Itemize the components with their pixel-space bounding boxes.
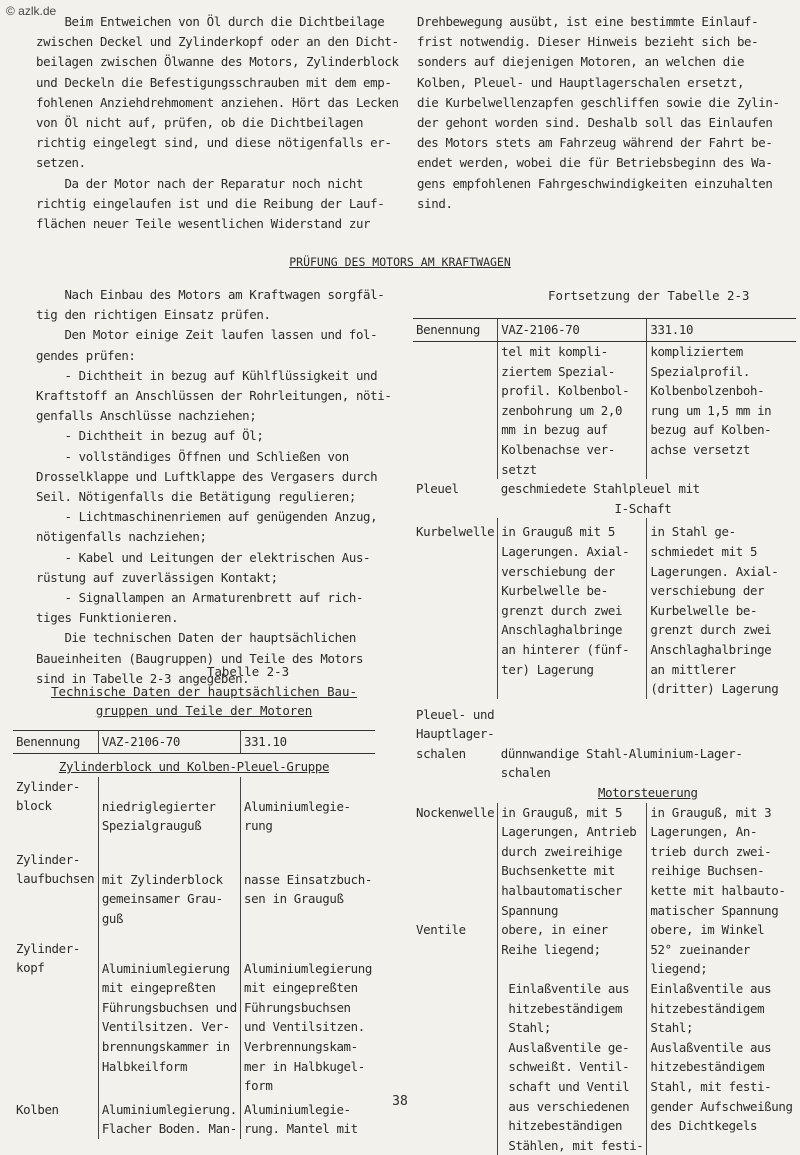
section-heading: PRÜFUNG DES MOTORS AM KRAFTWAGEN — [289, 255, 511, 269]
cell-name: Zylinder- laufbuchsen — [16, 851, 95, 887]
cell-vaz: mit Zylinderblock gemeinsamer Grau- guß — [98, 836, 240, 929]
header-benennung: Benennung — [413, 319, 498, 342]
cell-name: Pleuel- und Hauptlager- schalen — [416, 706, 495, 761]
cell-name: Pleuel — [416, 481, 459, 497]
left-body-text: Nach Einbau des Motors am Kraftwagen sorgfäl- tig den richtigen Einsatz prüfen. Den Motor einige Zeit laufen lassen und fol- gendes prüfen: - Dichtheit in bezug auf Kühlflüssigkeit und Kraftstoff an Anschlüssen der Rohrleitungen, nöti- genfalls Anschlüsse nachziehen; - Dichtheit in bezug auf Öl; - vollständiges Öffnen und Schließen von Drosselklappe und Luftklappe des Vergasers durch Seil. Nötigenfalls die Betätigung regulieren; - Lichtmaschinenriemen auf genügenden Anzug, nötigenfalls nachziehen; - Kabel und Leitungen der elektrischen Aus- rüstung auf zuverlässigen Kontakt; - Signallampen an Armaturenbrett auf rich- tiges Funktionieren. Die technischen Daten der hauptsächlichen Baueinheiten (Baugruppen) und Teile des Motors sind in Tabelle 2-3 angegeben. — [36, 287, 392, 686]
cell-331: obere, im Winkel 52° zueinander liegend; Einlaßventile aus hitzebeständigem Stahl; Auslaßventile aus hitzebeständigem Stahl, mit festi- gender Aufschweißung des Dichtkegels — [647, 920, 796, 1155]
table-row — [413, 479, 796, 518]
cell-name: Nockenwelle — [416, 804, 495, 820]
header-vaz: VAZ-2106-70 — [498, 319, 647, 342]
cell-vaz: Aluminiumlegierung mit eingepreßten Führungsbuchsen und Ventilsitzen. Ver- brennungskammer in Halbkeilform — [98, 929, 240, 1096]
table-row — [413, 920, 796, 1155]
header-vaz: VAZ-2106-70 — [98, 731, 240, 754]
continuation-caption: Fortsetzung der Tabelle 2-3 — [548, 288, 750, 303]
table-header-row — [13, 731, 375, 754]
table-header-row — [413, 319, 796, 342]
cell-331: nasse Einsatzbuch- sen in Grauguß — [241, 836, 375, 929]
header-331: 331.10 — [647, 319, 796, 342]
top-right-text: Drehbewegung ausübt, ist eine bestimmte Einlauf- frist notwendig. Dieser Hinweis bezieht sich be- sonders auf diejenigen Motoren, an welchen die Kolben, Pleuel- und Hauptlagerschalen ersetzt, die Kurbelwellenzapfen geschliffen sowie die Zylin- der gehont worden sind. Deshalb soll das Einlaufen des Motors stets am Fahrzeug während der Fahrt be- endet werden, wobei die für Betriebsbeginn des Wa- gens empfohlenen Fahrgeschwindigkeiten einzuhalten sind. — [417, 14, 780, 211]
cell-name: Zylinder- kopf — [16, 940, 80, 976]
cell-331: in Stahl ge- schmiedet mit 5 Lagerungen. Axial- verschiebung der Kurbelwelle be- grenzt durch zwei Anschlaghalbringe an mittlerer (dritter) Lagerung — [647, 518, 796, 698]
tech-data-table-right — [413, 318, 796, 1155]
cell-name — [413, 342, 498, 480]
cell-331: Aluminiumlegie- rung. Mantel mit — [241, 1096, 375, 1139]
cell-name: Kolben — [16, 1101, 59, 1117]
cell-vaz: niedriglegierter Spezialgrauguß — [98, 777, 240, 836]
tech-data-table-left — [13, 730, 375, 1139]
section-title: Zylinderblock und Kolben-Pleuel-Gruppe — [58, 759, 330, 774]
table-row — [413, 518, 796, 698]
cell-name: Ventile — [416, 922, 466, 938]
section-row — [413, 783, 796, 803]
table-row — [413, 699, 796, 783]
page-number: 38 — [392, 1094, 408, 1109]
table-caption: Tabelle 2-3 — [207, 664, 290, 679]
top-left-text: Beim Entweichen von Öl durch die Dichtbeilage zwischen Deckel und Zylinderkopf oder an den Dicht- beilagen zwischen Ölwanne des Motors, Zylinderblock und Deckeln die Befestigungsschrauben mit dem emp- fohlenen Anziehdrehmoment anziehen. Hört das Lecken von Öl nicht auf, prüfen, ob die Dichtbeilagen richtig eingelegt sind, und diese nötigenfalls er- setzen. Da der Motor nach der Reparatur noch nicht richtig eingelaufen ist und die Reibung der Lauf- flächen neuer Teile wesentlichen Widerstand zur — [36, 14, 399, 232]
table-row — [413, 342, 796, 480]
cell-331: kompliziertem Spezialprofil. Kolbenbolzenboh- rung um 1,5 mm in bezug auf Kolben- achse versetzt — [647, 342, 796, 480]
cell-vaz: obere, in einer Reihe liegend; Einlaßventile aus hitzebeständigem Stahl; Auslaßventile ge- schweißt. Ventil- schaft und Ventil aus verschiedenen hitzebeständigen Stählen, mit festi- — [498, 920, 647, 1155]
section-row — [13, 754, 375, 777]
table-row — [13, 836, 375, 929]
cell-331: in Grauguß, mit 3 Lagerungen, An- trieb durch zwei- reihige Buchsen- kette mit halbauto- matischer Spannung — [647, 803, 796, 921]
section-title: Motorsteuerung — [598, 785, 698, 801]
header-benennung: Benennung — [13, 731, 98, 754]
cell-shared: dünnwandige Stahl-Aluminium-Lager- schalen — [500, 745, 743, 781]
table-title: Technische Daten der hauptsächlichen Bau- gruppen und Teile der Motoren — [51, 684, 357, 718]
table-row — [13, 929, 375, 1096]
table-row — [13, 777, 375, 836]
cell-331: Aluminiumlegie- rung — [241, 777, 375, 836]
header-331: 331.10 — [241, 731, 375, 754]
watermark: © azlk.de — [6, 4, 57, 18]
cell-name: Kurbelwelle — [416, 524, 495, 540]
cell-shared: geschmiedete Stahlpleuel mit I-Schaft — [500, 481, 700, 516]
cell-vaz: tel mit kompli- ziertem Spezial- profil. Kolbenbol- zenbohrung um 2,0 mm in bezug auf Kolbenachse ver- setzt — [498, 342, 647, 480]
cell-name: Zylinder- block — [16, 778, 80, 814]
cell-vaz: in Grauguß, mit 5 Lagerungen, Antrieb durch zweireihige Buchsenkette mit halbautomatischer Spannung — [498, 803, 647, 921]
table-row — [413, 803, 796, 921]
cell-vaz: Aluminiumlegierung. Flacher Boden. Man- — [98, 1096, 240, 1139]
cell-331: Aluminiumlegierung mit eingepreßten Führungsbuchsen und Ventilsitzen. Verbrennungskam- mer in Halbkugel- form — [241, 929, 375, 1096]
cell-vaz: in Grauguß mit 5 Lagerungen. Axial- verschiebung der Kurbelwelle be- grenzt durch zwei Anschlaghalbringe an hinterer (fünf- ter) Lagerung — [498, 518, 647, 698]
